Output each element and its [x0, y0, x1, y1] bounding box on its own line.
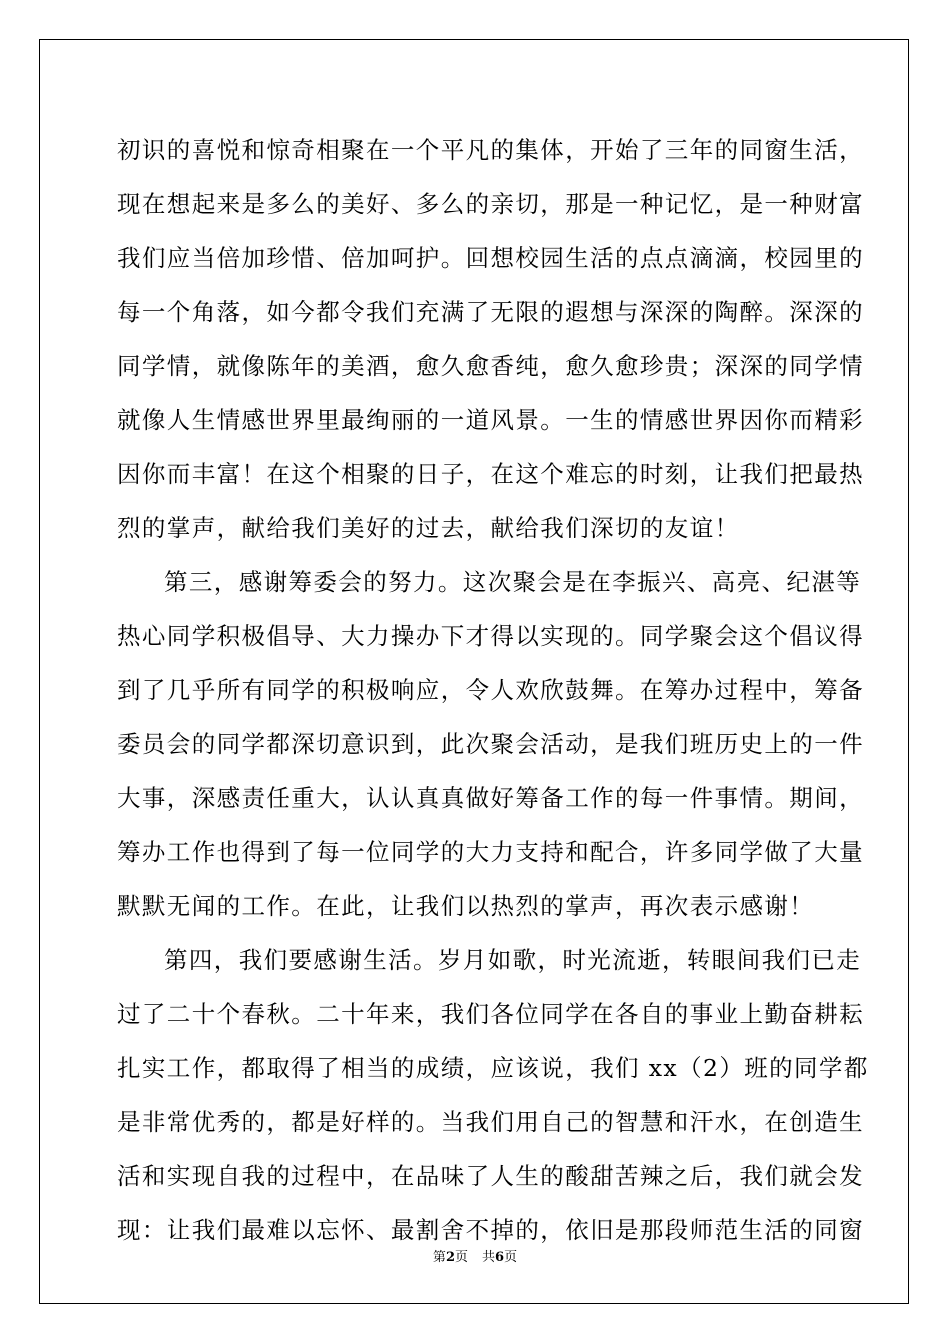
text-line: 烈的掌声，献给我们美好的过去，献给我们深切的友谊！: [117, 514, 740, 542]
text-line: 活和实现自我的过程中，在品味了人生的酸甜苦辣之后，我们就会发: [117, 1162, 864, 1190]
page-total: 6: [495, 1250, 505, 1265]
text-line: 默默无闻的工作。在此，让我们以热烈的掌声，再次表示感谢！: [117, 892, 815, 920]
total-prefix: 共: [482, 1250, 496, 1265]
page-prefix: 第: [432, 1250, 446, 1265]
text-line: 初识的喜悦和惊奇相聚在一个平凡的集体，开始了三年的同窗生活，: [117, 136, 864, 164]
total-suffix: 页: [504, 1250, 518, 1265]
document-body: [117, 123, 869, 1257]
text-line: 是非常优秀的，都是好样的。当我们用自己的智慧和汗水，在创造生: [117, 1108, 864, 1136]
text-line: 扎实工作，都取得了相当的成绩，应该说，我们 xx（2）班的同学都: [117, 1054, 869, 1082]
text-line: 同学情，就像陈年的美酒，愈久愈香纯，愈久愈珍贵；深深的同学情: [117, 352, 864, 380]
text-line: 热心同学积极倡导、大力操办下才得以实现的。同学聚会这个倡议得: [117, 622, 864, 650]
paragraph-start-line: 第三，感谢筹委会的努力。这次聚会是在李振兴、高亮、纪湛等: [164, 568, 862, 596]
text-line: 每一个角落，如今都令我们充满了无限的遐想与深深的陶醉。深深的: [117, 298, 864, 326]
text-line: 大事，深感责任重大，认认真真做好筹备工作的每一件事情。期间，: [117, 784, 864, 812]
page-current: 2: [445, 1250, 455, 1265]
text-line: 委员会的同学都深切意识到，此次聚会活动，是我们班历史上的一件: [117, 730, 864, 758]
text-line: 过了二十个春秋。二十年来，我们各位同学在各自的事业上勤奋耕耘: [117, 1000, 864, 1028]
text-line: 就像人生情感世界里最绚丽的一道风景。一生的情感世界因你而精彩: [117, 406, 864, 434]
text-line: 现：让我们最难以忘怀、最割舍不掉的，依旧是那段师范生活的同窗: [117, 1216, 864, 1244]
page-suffix: 页: [454, 1250, 468, 1265]
text-line: 我们应当倍加珍惜、倍加呵护。回想校园生活的点点滴滴，校园里的: [117, 244, 864, 272]
text-line: 现在想起来是多么的美好、多么的亲切，那是一种记忆，是一种财富: [117, 190, 864, 218]
paragraph-start-line: 第四，我们要感谢生活。岁月如歌，时光流逝，转眼间我们已走: [164, 946, 862, 974]
text-line: 因你而丰富！在这个相聚的日子，在这个难忘的时刻，让我们把最热: [117, 460, 864, 488]
page-footer: [0, 1250, 950, 1266]
text-line: 筹办工作也得到了每一位同学的大力支持和配合，许多同学做了大量: [117, 838, 864, 866]
text-line: 到了几乎所有同学的积极响应，令人欢欣鼓舞。在筹办过程中，筹备: [117, 676, 864, 704]
